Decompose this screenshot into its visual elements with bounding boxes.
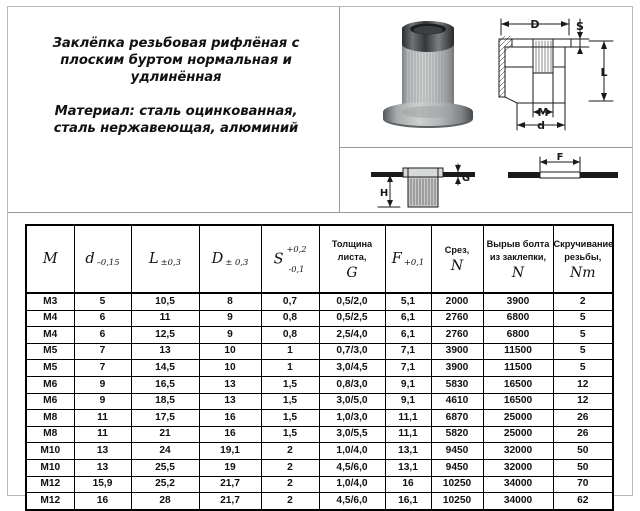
cell-shear: 9450 [431, 443, 483, 460]
column-header-sheet-thickness [319, 225, 385, 293]
cell-flange-thickness: 2 [261, 493, 319, 510]
cell-d: 7 [74, 360, 131, 377]
cell-hole-diameter: 11,1 [385, 410, 431, 427]
installed-views-drawing [348, 149, 628, 211]
cell-thread: M5 [26, 343, 74, 360]
header-tol-F: +0,1 [403, 257, 425, 268]
cell-torque: 12 [553, 393, 613, 410]
table-row [26, 443, 613, 460]
cell-hole-diameter: 7,1 [385, 343, 431, 360]
cell-length: 25,2 [131, 476, 199, 493]
cell-pullout: 25000 [483, 410, 553, 427]
cell-hole-diameter: 16 [385, 476, 431, 493]
cell-torque: 5 [553, 310, 613, 327]
cell-d: 15,9 [74, 476, 131, 493]
cell-pullout: 6800 [483, 327, 553, 344]
cell-pullout: 32000 [483, 459, 553, 476]
header-section [8, 7, 632, 213]
cell-sheet-thickness: 3,0/5,5 [319, 426, 385, 443]
cell-pullout: 11500 [483, 343, 553, 360]
header-pullout-line-2: из заклепки, [489, 251, 547, 262]
cell-length: 11 [131, 310, 199, 327]
header-pullout-line-1: Вырыв болта [486, 238, 550, 249]
column-header-flange-thickness [261, 225, 319, 293]
table-row [26, 293, 613, 310]
cell-pullout: 32000 [483, 443, 553, 460]
cell-flange-diameter: 19,1 [199, 443, 261, 460]
cell-pullout: 11500 [483, 360, 553, 377]
cell-shear: 5820 [431, 426, 483, 443]
cell-flange-thickness: 2 [261, 443, 319, 460]
cell-hole-diameter: 6,1 [385, 310, 431, 327]
dim-label-L: L [600, 66, 608, 79]
header-sym-L: L [149, 251, 159, 267]
cell-flange-thickness: 1,5 [261, 393, 319, 410]
header-torque-line-2: резьбы, [564, 251, 602, 262]
cell-flange-diameter: 21,7 [199, 493, 261, 510]
cell-flange-diameter: 9 [199, 310, 261, 327]
table-row [26, 476, 613, 493]
cell-flange-thickness: 0,7 [261, 293, 319, 310]
cell-sheet-thickness: 1,0/4,0 [319, 476, 385, 493]
cell-thread: M12 [26, 476, 74, 493]
table-row [26, 360, 613, 377]
cell-length: 18,5 [131, 393, 199, 410]
cell-flange-thickness: 0,8 [261, 310, 319, 327]
product-title-line-1: Заклёпка резьбовая рифлёная с [52, 36, 300, 51]
cell-torque: 26 [553, 410, 613, 427]
cell-length: 17,5 [131, 410, 199, 427]
drawings-area [340, 7, 632, 213]
dim-label-D: D [530, 18, 540, 31]
cell-hole-diameter: 16,1 [385, 493, 431, 510]
cell-shear: 10250 [431, 493, 483, 510]
cell-flange-thickness: 1 [261, 360, 319, 377]
header-torque-line-1: Скручивание [553, 238, 614, 249]
cell-d: 6 [74, 327, 131, 344]
cell-hole-diameter: 9,1 [385, 376, 431, 393]
header-sheet-line-2: листа, [337, 251, 367, 262]
cell-shear: 2760 [431, 310, 483, 327]
cell-flange-thickness: 1,5 [261, 410, 319, 427]
table-body [26, 293, 613, 510]
cell-length: 12,5 [131, 327, 199, 344]
header-tol-S-lower: -0,1 [288, 263, 305, 274]
header-sym-torque-Nm: Nm [569, 264, 596, 281]
cell-hole-diameter: 13,1 [385, 443, 431, 460]
cell-hole-diameter: 9,1 [385, 393, 431, 410]
cell-flange-diameter: 16 [199, 410, 261, 427]
cell-shear: 3900 [431, 360, 483, 377]
cell-pullout: 25000 [483, 426, 553, 443]
header-sym-S: S [273, 251, 284, 268]
cell-pullout: 16500 [483, 393, 553, 410]
column-header-flange-diameter [199, 225, 261, 293]
header-sym-D: D [211, 251, 224, 267]
column-header-length [131, 225, 199, 293]
cell-hole-diameter: 7,1 [385, 360, 431, 377]
table-row [26, 426, 613, 443]
cell-sheet-thickness: 4,5/6,0 [319, 459, 385, 476]
column-header-hole-diameter [385, 225, 431, 293]
cell-sheet-thickness: 3,0/5,0 [319, 393, 385, 410]
header-tol-L: ±0,3 [160, 257, 181, 268]
cell-thread: M4 [26, 327, 74, 344]
cell-length: 24 [131, 443, 199, 460]
cell-shear: 10250 [431, 476, 483, 493]
cell-thread: M3 [26, 293, 74, 310]
header-sym-G: G [346, 264, 358, 281]
cell-pullout: 3900 [483, 293, 553, 310]
table-row [26, 493, 613, 510]
cell-shear: 9450 [431, 459, 483, 476]
cell-sheet-thickness: 4,5/6,0 [319, 493, 385, 510]
cell-d: 5 [74, 293, 131, 310]
cell-sheet-thickness: 0,5/2,5 [319, 310, 385, 327]
cell-sheet-thickness: 3,0/4,5 [319, 360, 385, 377]
cell-torque: 62 [553, 493, 613, 510]
specification-table [25, 224, 614, 511]
column-header-pullout [483, 225, 553, 293]
rivet-nut-photo [380, 13, 476, 131]
cell-sheet-thickness: 1,0/3,0 [319, 410, 385, 427]
title-block [22, 35, 330, 137]
cell-pullout: 34000 [483, 493, 553, 510]
cell-thread: M4 [26, 310, 74, 327]
column-header-thread [26, 225, 74, 293]
cell-pullout: 6800 [483, 310, 553, 327]
cell-flange-diameter: 8 [199, 293, 261, 310]
cell-torque: 12 [553, 376, 613, 393]
cell-torque: 5 [553, 343, 613, 360]
product-title-line-2: плоским буртом нормальная и [60, 53, 292, 68]
dim-label-F: F [556, 152, 564, 163]
cell-shear: 2760 [431, 327, 483, 344]
cell-shear: 4610 [431, 393, 483, 410]
cell-flange-diameter: 10 [199, 343, 261, 360]
cell-flange-thickness: 2 [261, 459, 319, 476]
cell-length: 13 [131, 343, 199, 360]
cell-sheet-thickness: 0,8/3,0 [319, 376, 385, 393]
cell-hole-diameter: 6,1 [385, 327, 431, 344]
cell-pullout: 16500 [483, 376, 553, 393]
table-row [26, 410, 613, 427]
cell-thread: M12 [26, 493, 74, 510]
column-header-torque [553, 225, 613, 293]
dim-label-M: M [537, 106, 549, 119]
cell-hole-diameter: 5,1 [385, 293, 431, 310]
cell-length: 10,5 [131, 293, 199, 310]
cell-flange-diameter: 16 [199, 426, 261, 443]
column-header-d [74, 225, 131, 293]
header-sym-d: d [85, 251, 95, 267]
cell-flange-diameter: 19 [199, 459, 261, 476]
cell-length: 21 [131, 426, 199, 443]
specification-table-wrap [25, 224, 612, 511]
cell-thread: M6 [26, 393, 74, 410]
cell-d: 11 [74, 410, 131, 427]
cell-length: 28 [131, 493, 199, 510]
header-shear-line-1: Срез, [444, 245, 470, 255]
dim-label-H: H [379, 188, 389, 199]
cell-flange-thickness: 1 [261, 343, 319, 360]
cell-thread: M10 [26, 443, 74, 460]
cell-torque: 50 [553, 443, 613, 460]
cell-d: 6 [74, 310, 131, 327]
cell-torque: 26 [553, 426, 613, 443]
cell-thread: M8 [26, 426, 74, 443]
dim-label-G: G [461, 173, 471, 184]
table-header-row [26, 225, 613, 293]
cell-thread: M10 [26, 459, 74, 476]
cell-sheet-thickness: 0,7/3,0 [319, 343, 385, 360]
cell-shear: 6870 [431, 410, 483, 427]
product-title-line-3: удлинённая [130, 70, 222, 85]
cell-d: 9 [74, 393, 131, 410]
cell-flange-thickness: 0,8 [261, 327, 319, 344]
table-row [26, 459, 613, 476]
cell-sheet-thickness: 2,5/4,0 [319, 327, 385, 344]
header-sym-shear-N: N [450, 258, 464, 274]
header-tol-D: ± 0,3 [225, 257, 249, 268]
cell-torque: 70 [553, 476, 613, 493]
cell-torque: 5 [553, 360, 613, 377]
dim-label-S: S [576, 20, 584, 33]
cell-thread: M8 [26, 410, 74, 427]
header-sheet-line-1: Толщина [331, 238, 373, 249]
cell-flange-diameter: 13 [199, 376, 261, 393]
material-line-2: сталь нержавеющая, алюминий [53, 121, 299, 136]
cell-d: 13 [74, 459, 131, 476]
cell-d: 16 [74, 493, 131, 510]
cell-d: 7 [74, 343, 131, 360]
header-sym-pullout-N: N [511, 264, 525, 281]
cell-d: 9 [74, 376, 131, 393]
cell-d: 13 [74, 443, 131, 460]
product-title [22, 35, 330, 86]
cell-flange-thickness: 2 [261, 476, 319, 493]
table-row [26, 327, 613, 344]
material-line-1: Материал: сталь оцинкованная, [54, 104, 298, 119]
cell-length: 16,5 [131, 376, 199, 393]
table-row [26, 343, 613, 360]
cell-thread: M5 [26, 360, 74, 377]
cell-thread: M6 [26, 376, 74, 393]
table-row [26, 310, 613, 327]
cell-torque: 50 [553, 459, 613, 476]
cell-flange-diameter: 10 [199, 360, 261, 377]
cell-flange-thickness: 1,5 [261, 426, 319, 443]
cell-pullout: 34000 [483, 476, 553, 493]
table-row [26, 393, 613, 410]
material-description [22, 103, 330, 137]
cell-d: 11 [74, 426, 131, 443]
table-row [26, 376, 613, 393]
cell-hole-diameter: 13,1 [385, 459, 431, 476]
cell-shear: 2000 [431, 293, 483, 310]
cell-flange-thickness: 1,5 [261, 376, 319, 393]
cell-length: 25,5 [131, 459, 199, 476]
cell-flange-diameter: 13 [199, 393, 261, 410]
cell-flange-diameter: 21,7 [199, 476, 261, 493]
cell-torque: 5 [553, 327, 613, 344]
cell-sheet-thickness: 0,5/2,0 [319, 293, 385, 310]
cell-hole-diameter: 11,1 [385, 426, 431, 443]
dim-label-d: d [537, 119, 545, 132]
cell-sheet-thickness: 1,0/4,0 [319, 443, 385, 460]
cell-torque: 2 [553, 293, 613, 310]
cell-shear: 5830 [431, 376, 483, 393]
column-header-shear [431, 225, 483, 293]
header-tol-S-upper: +0,2 [286, 243, 307, 254]
header-tol-d: –0,15 [96, 257, 120, 268]
cross-section-drawing [485, 11, 627, 135]
cell-flange-diameter: 9 [199, 327, 261, 344]
cell-length: 14,5 [131, 360, 199, 377]
header-sym-F: F [391, 251, 402, 267]
header-sym-M: M [42, 251, 58, 267]
cell-shear: 3900 [431, 343, 483, 360]
